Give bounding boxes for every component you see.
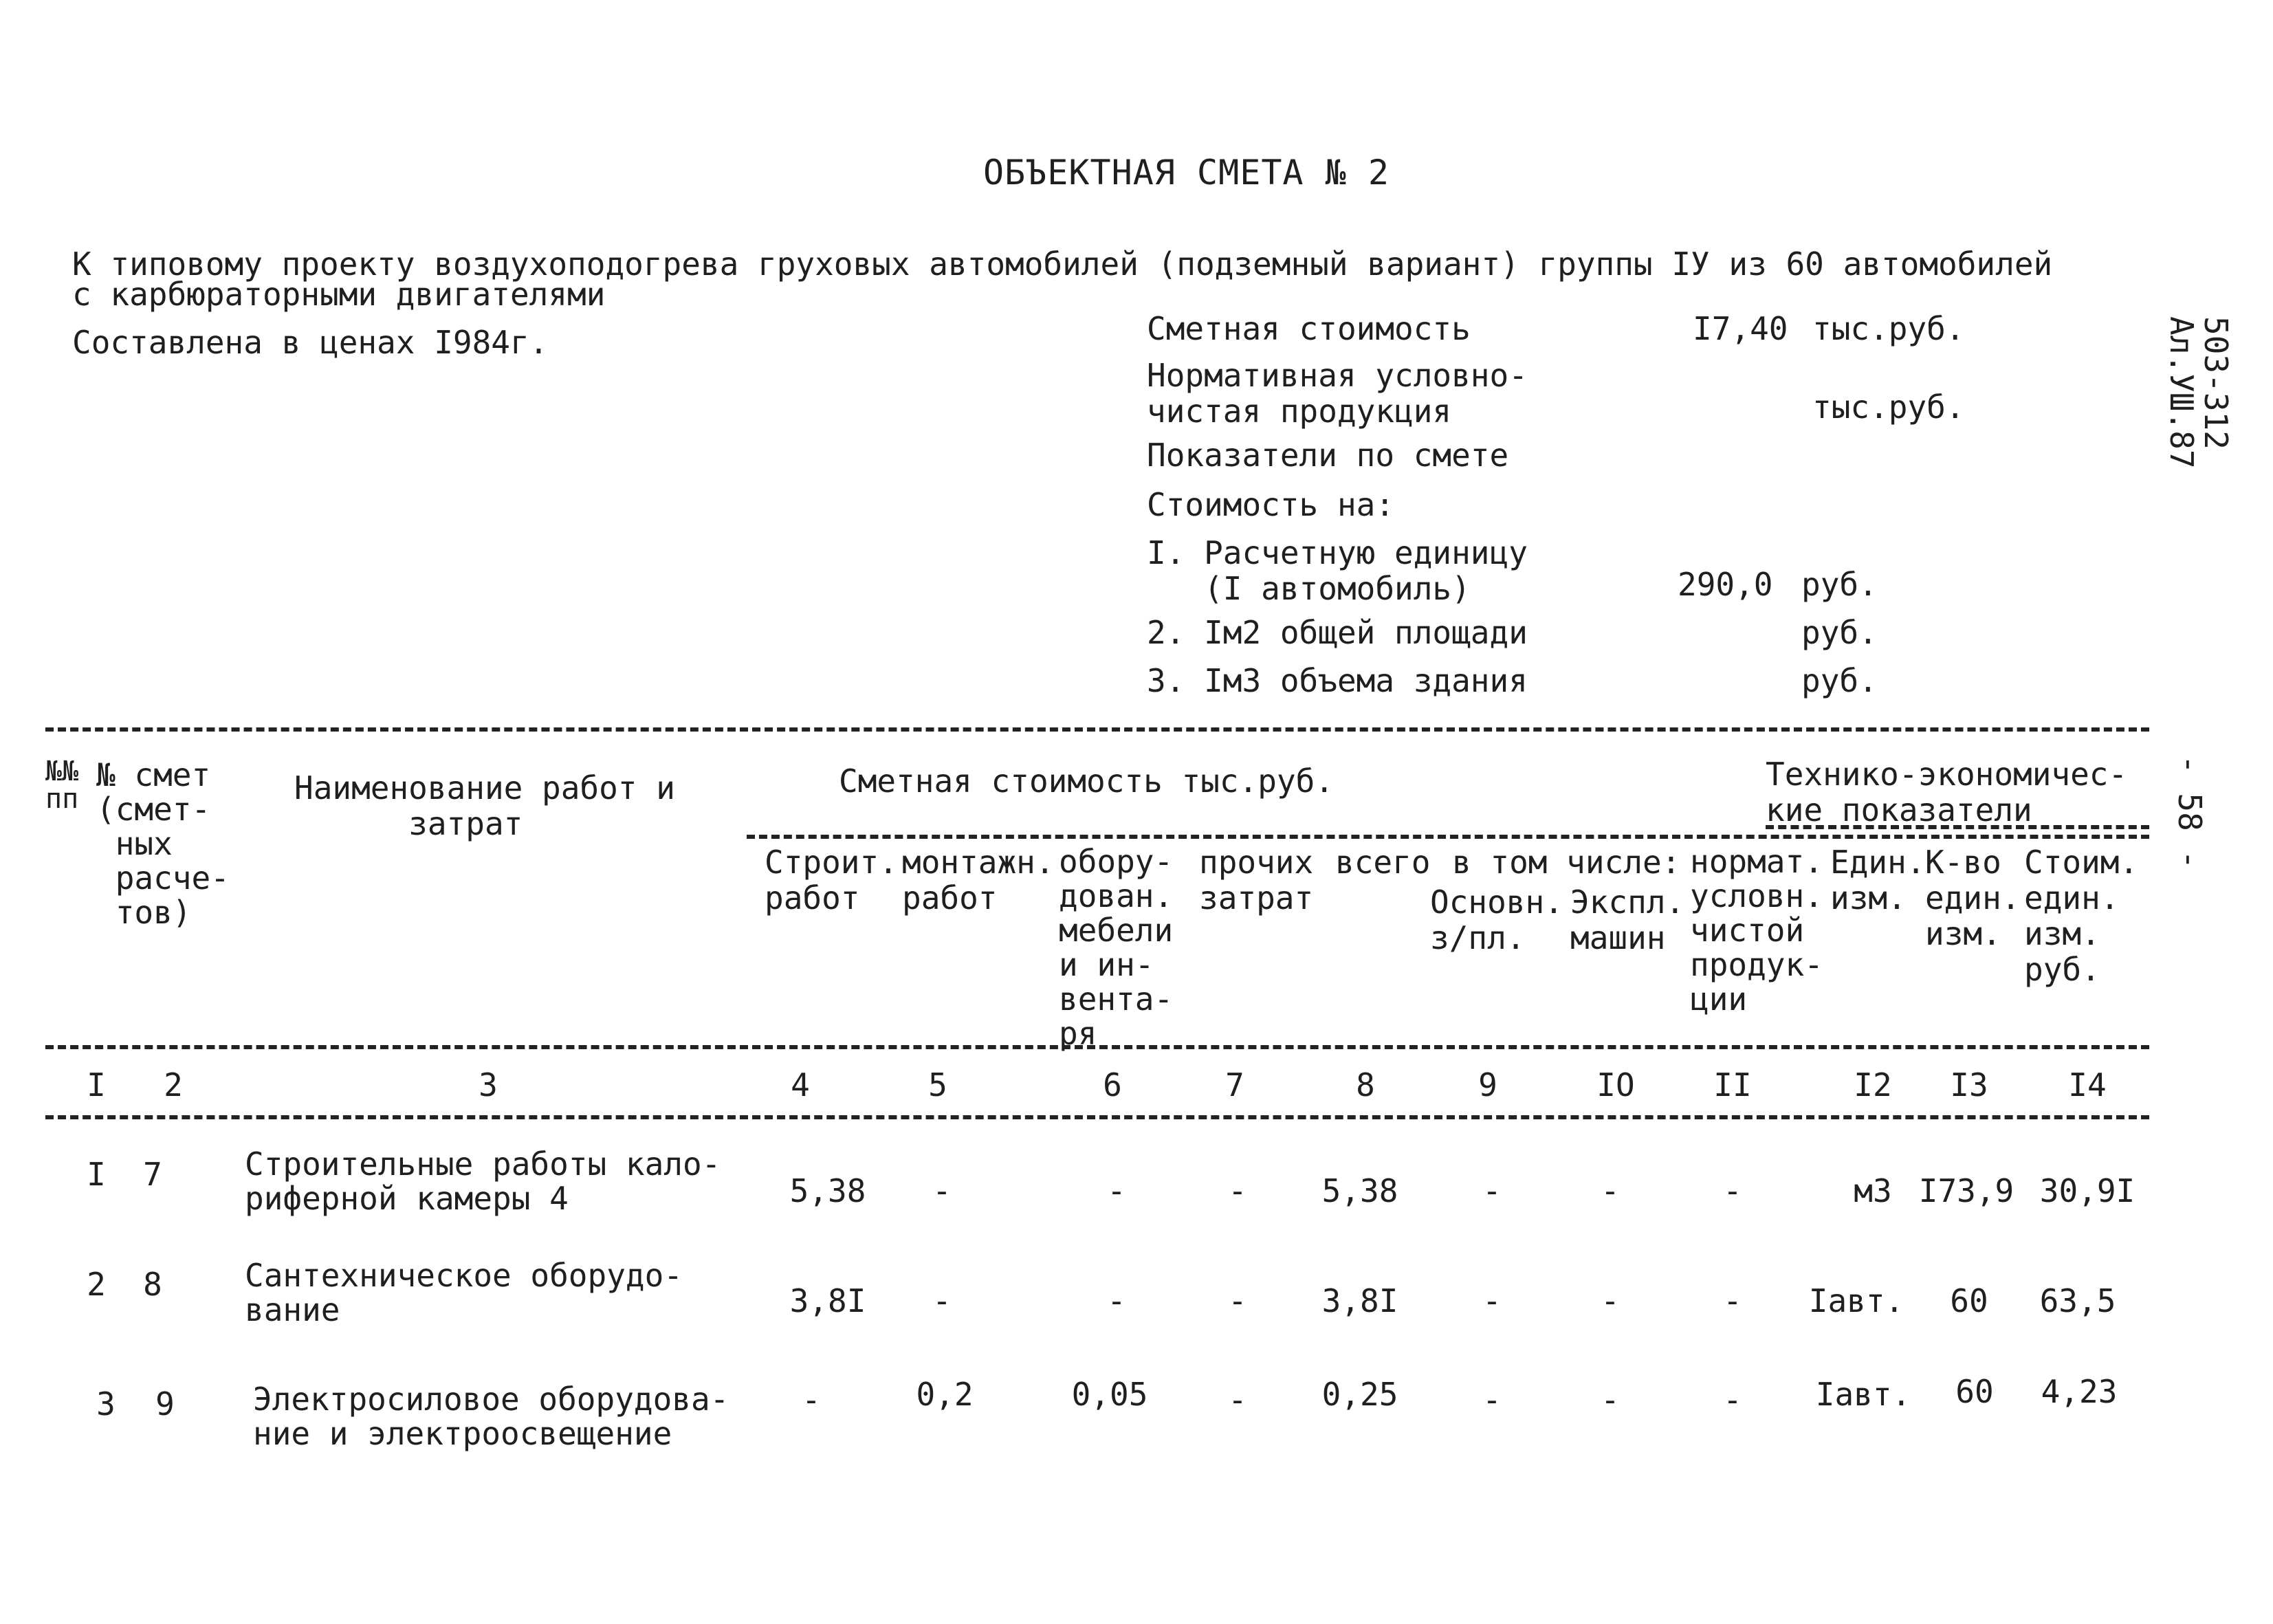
col-number: 6 — [1103, 1066, 1122, 1104]
unit: м3 — [1854, 1172, 1892, 1209]
col-number: I — [87, 1066, 106, 1104]
unit: Iавт. — [1815, 1376, 1911, 1413]
normative-label: Нормативная условно- чистая продукция — [1147, 357, 1528, 430]
cost-group-rule — [747, 835, 2149, 839]
header-row-number: №№ пп — [45, 756, 79, 815]
normative-product: - — [1723, 1381, 1742, 1418]
other-cost: - — [1228, 1381, 1247, 1418]
unit-quantity: 60 — [1955, 1373, 1994, 1410]
col-number: 8 — [1356, 1066, 1375, 1104]
equipment-cost: - — [1107, 1172, 1126, 1209]
estimate-number: 7 — [143, 1156, 162, 1193]
header-cost-group: Сметная стоимость тыс.руб. — [839, 762, 1335, 800]
item1-value: 290,0 — [1678, 566, 1773, 603]
col-number: 4 — [791, 1066, 810, 1104]
work-name: Электросиловое оборудова- ние и электроосвещение — [253, 1381, 729, 1452]
installation-cost: - — [932, 1172, 952, 1209]
col-number: 7 — [1225, 1066, 1244, 1104]
subtitle-line-2: с карбюраторными двигателями — [72, 276, 606, 313]
header-basic-wages: Основн. з/пл. — [1430, 884, 1563, 956]
col-number: 2 — [164, 1066, 183, 1104]
construction-cost: 5,38 — [789, 1172, 866, 1209]
header-machine-operation: Экспл. машин — [1570, 884, 1685, 956]
unit-cost: 4,23 — [2041, 1373, 2118, 1410]
item3-unit: руб. — [1801, 662, 1878, 699]
header-unit-cost: Стоим. един. изм. руб. — [2024, 844, 2139, 988]
equipment-cost: - — [1107, 1282, 1126, 1319]
col-number: I4 — [2068, 1066, 2107, 1104]
subtitle-line-1: К типовому проекту воздухоподогрева груховых автомобилей (подземный вариант) группы IУ из 60 автомобилей — [72, 245, 2053, 283]
item2-label: 2. Iм2 общей площади — [1147, 614, 1528, 651]
cost-label: Сметная стоимость — [1147, 310, 1471, 347]
header-other-costs: прочих затрат — [1199, 844, 1314, 917]
construction-cost: - — [802, 1381, 821, 1418]
work-name: Строительные работы кало- риферной камеры 4 — [245, 1145, 721, 1217]
unit-quantity: I73,9 — [1918, 1172, 2014, 1209]
item1-unit: руб. — [1801, 566, 1878, 603]
header-including: в том числе: — [1452, 844, 1681, 881]
col-number: 3 — [479, 1066, 498, 1104]
cost-value: I7,40 — [1693, 310, 1788, 347]
page-marker: - 58 - — [2171, 755, 2208, 870]
side-code-1: 503-312 — [2197, 316, 2234, 450]
col-number: II — [1713, 1066, 1752, 1104]
total-cost: 0,25 — [1321, 1376, 1398, 1413]
unit-cost: 63,5 — [2039, 1282, 2116, 1319]
header-equipment: обору- дован. мебели и ин- вента- ря — [1059, 843, 1174, 1052]
col-number: 5 — [928, 1066, 947, 1104]
estimate-number: 9 — [155, 1385, 175, 1423]
unit-cost: 30,9I — [2039, 1172, 2135, 1209]
indicators-label: Показатели по смете — [1147, 437, 1509, 474]
basic-wages: - — [1482, 1172, 1502, 1209]
machine-operation: - — [1601, 1282, 1620, 1319]
normative-product: - — [1723, 1172, 1742, 1209]
normative-unit: тыс.руб. — [1812, 388, 1965, 426]
col-numbers-rule — [45, 1115, 2149, 1119]
composed-note: Составлена в ценах I984г. — [72, 324, 549, 361]
cost-per-label: Стоимость на: — [1147, 486, 1395, 523]
cost-unit: тыс.руб. — [1812, 310, 1965, 347]
unit: Iавт. — [1808, 1282, 1904, 1319]
col-number: I3 — [1950, 1066, 1988, 1104]
col-number: IO — [1596, 1066, 1635, 1104]
header-total: всего — [1335, 844, 1431, 881]
page-title: ОБЪЕКТНАЯ СМЕТА № 2 — [983, 153, 1390, 193]
header-construction-works: Строит. работ — [765, 844, 898, 917]
row-number: 2 — [87, 1266, 106, 1303]
unit-quantity: 60 — [1950, 1282, 1988, 1319]
basic-wages: - — [1482, 1381, 1502, 1418]
installation-cost: 0,2 — [916, 1376, 974, 1413]
installation-cost: - — [932, 1282, 952, 1319]
machine-operation: - — [1601, 1381, 1620, 1418]
normative-product: - — [1723, 1282, 1742, 1319]
row-number: I — [87, 1156, 106, 1193]
machine-operation: - — [1601, 1172, 1620, 1209]
total-cost: 5,38 — [1321, 1172, 1398, 1209]
header-unit: Един. изм. — [1830, 844, 1926, 917]
construction-cost: 3,8I — [789, 1282, 866, 1319]
equipment-cost: 0,05 — [1071, 1376, 1148, 1413]
header-normative-product: нормат. условн. чистой продук- ции — [1690, 843, 1823, 1018]
other-cost: - — [1228, 1172, 1247, 1209]
item2-unit: руб. — [1801, 614, 1878, 651]
col-number: 9 — [1478, 1066, 1497, 1104]
table-top-rule — [45, 727, 2149, 732]
basic-wages: - — [1482, 1282, 1502, 1319]
header-unit-quantity: К-во един. изм. — [1925, 844, 2021, 952]
col-number: I2 — [1854, 1066, 1892, 1104]
row-number: 3 — [96, 1385, 116, 1423]
item3-label: 3. Iм3 объема здания — [1147, 662, 1528, 699]
header-estimate-number: № смет (смет- ных расче- тов) — [96, 756, 230, 931]
other-cost: - — [1228, 1282, 1247, 1319]
item1-label: I. Расчетную единицу (I автомобиль) — [1147, 534, 1528, 607]
header-work-name: Наименование работ и затрат — [294, 769, 675, 842]
side-code-2: Ал.УШ.87 — [2163, 316, 2200, 469]
total-cost: 3,8I — [1321, 1282, 1398, 1319]
header-installation-works: монтажн. работ — [902, 844, 1055, 917]
estimate-number: 8 — [143, 1266, 162, 1303]
work-name: Сантехническое оборудо- вание — [245, 1257, 683, 1328]
header-tech-group: Технико-экономичес- кие показатели — [1766, 756, 2128, 829]
